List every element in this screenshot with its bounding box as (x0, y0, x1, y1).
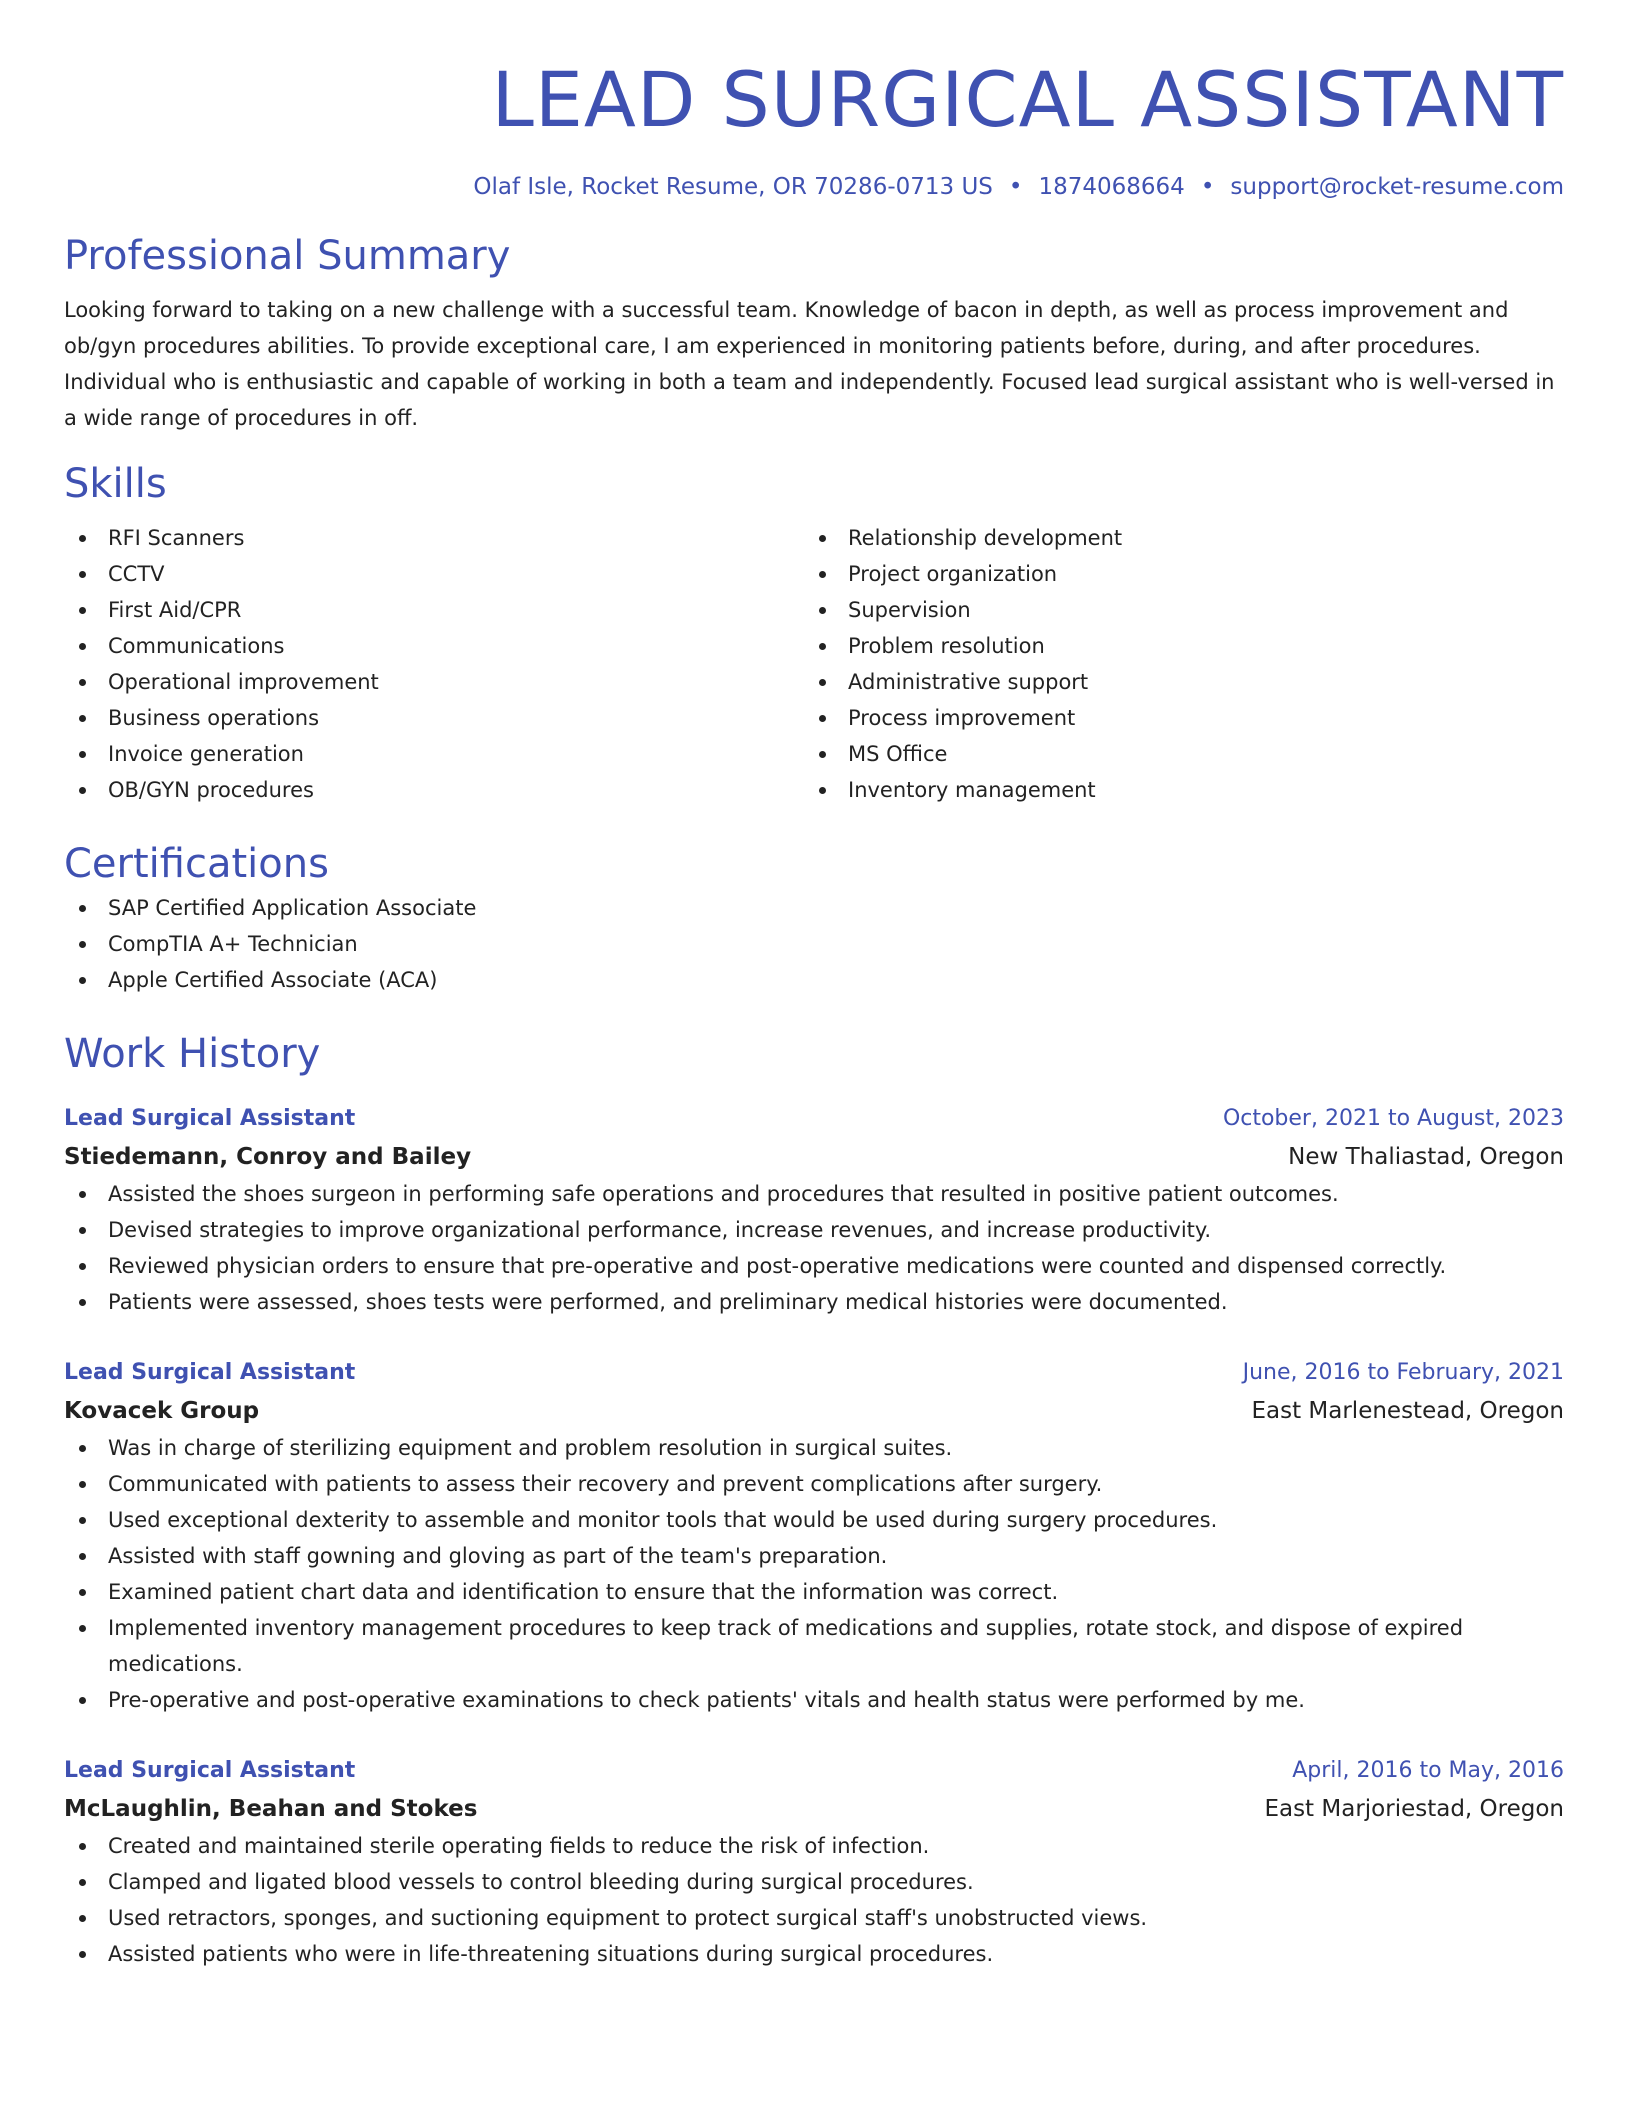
skill-item: Relationship development (804, 520, 1544, 556)
job-duty: Used retractors, sponges, and suctioning equipment to protect surgical staff's unobstructed views. (64, 1900, 1564, 1936)
job-duty: Used exceptional dexterity to assemble and monitor tools that would be used during surgery procedures. (64, 1502, 1564, 1538)
job-employer-row (64, 1790, 1564, 1828)
job-location: East Marlenestead, Oregon (1251, 1398, 1564, 1424)
skill-item: Operational improvement (64, 664, 804, 700)
job-duty: Was in charge of sterilizing equipment and problem resolution in surgical suites. (64, 1430, 1564, 1466)
skills-columns (64, 520, 1564, 808)
skill-item: Invoice generation (64, 736, 804, 772)
job-duty: Examined patient chart data and identification to ensure that the information was correct. (64, 1574, 1564, 1610)
job-duty: Assisted the shoes surgeon in performing safe operations and procedures that resulted in positive patient outcomes. (64, 1176, 1564, 1212)
skill-item: MS Office (804, 736, 1544, 772)
job-duty: Assisted with staff gowning and gloving as part of the team's preparation. (64, 1538, 1564, 1574)
job-entry (64, 1752, 1564, 1972)
certifications-heading: Certifications (64, 841, 329, 887)
certification-item: SAP Certified Application Associate (64, 890, 1564, 926)
job-duty: Pre-operative and post-operative examinations to check patients' vitals and health status were performed by me. (64, 1682, 1564, 1718)
job-entry (64, 1100, 1564, 1320)
certifications-section (64, 838, 1564, 998)
work-history-section (64, 1028, 1564, 1972)
contact-line (64, 172, 1564, 202)
job-header-row (64, 1354, 1564, 1392)
job-company: Stiedemann, Conroy and Bailey (64, 1144, 472, 1170)
skill-item: Business operations (64, 700, 804, 736)
job-duties-list (64, 1176, 1564, 1320)
job-location: East Marjoriestad, Oregon (1264, 1796, 1564, 1822)
skill-item: Administrative support (804, 664, 1544, 700)
job-company: McLaughlin, Beahan and Stokes (64, 1796, 478, 1822)
contact-separator: • (1200, 174, 1215, 200)
job-employer-row (64, 1138, 1564, 1176)
job-duty: Devised strategies to improve organizational performance, increase revenues, and increase productivity. (64, 1212, 1564, 1248)
job-duties-list (64, 1430, 1564, 1718)
job-duty: Created and maintained sterile operating fields to reduce the risk of infection. (64, 1828, 1564, 1864)
contact-phone: 1874068664 (1038, 174, 1185, 200)
resume-name: LEAD SURGICAL ASSISTANT (491, 55, 1564, 144)
job-duty: Patients were assessed, shoes tests were performed, and preliminary medical histories were documented. (64, 1284, 1564, 1320)
skill-item: RFI Scanners (64, 520, 804, 556)
job-duty: Assisted patients who were in life-threatening situations during surgical procedures. (64, 1936, 1564, 1972)
resume-header (64, 52, 1564, 202)
skill-item: Process improvement (804, 700, 1544, 736)
summary-section (64, 230, 1564, 436)
certification-item: CompTIA A+ Technician (64, 926, 1564, 962)
job-duty: Clamped and ligated blood vessels to control bleeding during surgical procedures. (64, 1864, 1564, 1900)
job-header-row (64, 1100, 1564, 1138)
summary-text: Looking forward to taking on a new challenge with a successful team. Knowledge of bacon in depth, as well as process improvement and ob/gyn procedures abilities. To provide exceptional care, I am experienced in monitoring patients before, during, and after procedures. Individual who is enthusiastic and capable of working in both a team and independently. Focused lead surgical assistant who is well-versed in a wide range of procedures in off. (64, 298, 1555, 430)
summary-heading: Professional Summary (64, 233, 511, 279)
job-header-row (64, 1752, 1564, 1790)
skill-item: First Aid/CPR (64, 592, 804, 628)
job-duty: Communicated with patients to assess their recovery and prevent complications after surgery. (64, 1466, 1564, 1502)
job-dates: June, 2016 to February, 2021 (1242, 1360, 1564, 1385)
skills-list-right (804, 520, 1544, 808)
skill-item: Project organization (804, 556, 1544, 592)
job-duties-list (64, 1828, 1564, 1972)
skill-item: Supervision (804, 592, 1544, 628)
job-dates: April, 2016 to May, 2016 (1292, 1758, 1564, 1783)
skill-item: Communications (64, 628, 804, 664)
job-dates: October, 2021 to August, 2023 (1222, 1106, 1564, 1131)
certifications-list (64, 890, 1564, 998)
skills-heading: Skills (64, 461, 167, 507)
skill-item: OB/GYN procedures (64, 772, 804, 808)
job-company: Kovacek Group (64, 1398, 260, 1424)
contact-email[interactable]: support@rocket-resume.com (1230, 174, 1564, 200)
work-history-heading: Work History (64, 1031, 321, 1077)
skill-item: Problem resolution (804, 628, 1544, 664)
skills-section (64, 458, 1564, 808)
contact-separator: • (1008, 174, 1023, 200)
skill-item: CCTV (64, 556, 804, 592)
job-employer-row (64, 1392, 1564, 1430)
skill-item: Inventory management (804, 772, 1544, 808)
contact-address: Olaf Isle, Rocket Resume, OR 70286-0713 US (473, 174, 993, 200)
job-location: New Thaliastad, Oregon (1288, 1144, 1564, 1170)
certification-item: Apple Certified Associate (ACA) (64, 962, 1564, 998)
job-title: Lead Surgical Assistant (64, 1106, 356, 1131)
job-duty: Implemented inventory management procedures to keep track of medications and supplies, rotate stock, and dispose of expired medications. (64, 1610, 1564, 1682)
job-entry (64, 1354, 1564, 1718)
skills-list-left (64, 520, 804, 808)
job-title: Lead Surgical Assistant (64, 1758, 356, 1783)
job-title: Lead Surgical Assistant (64, 1360, 356, 1385)
job-duty: Reviewed physician orders to ensure that pre-operative and post-operative medications were counted and dispensed correctly. (64, 1248, 1564, 1284)
